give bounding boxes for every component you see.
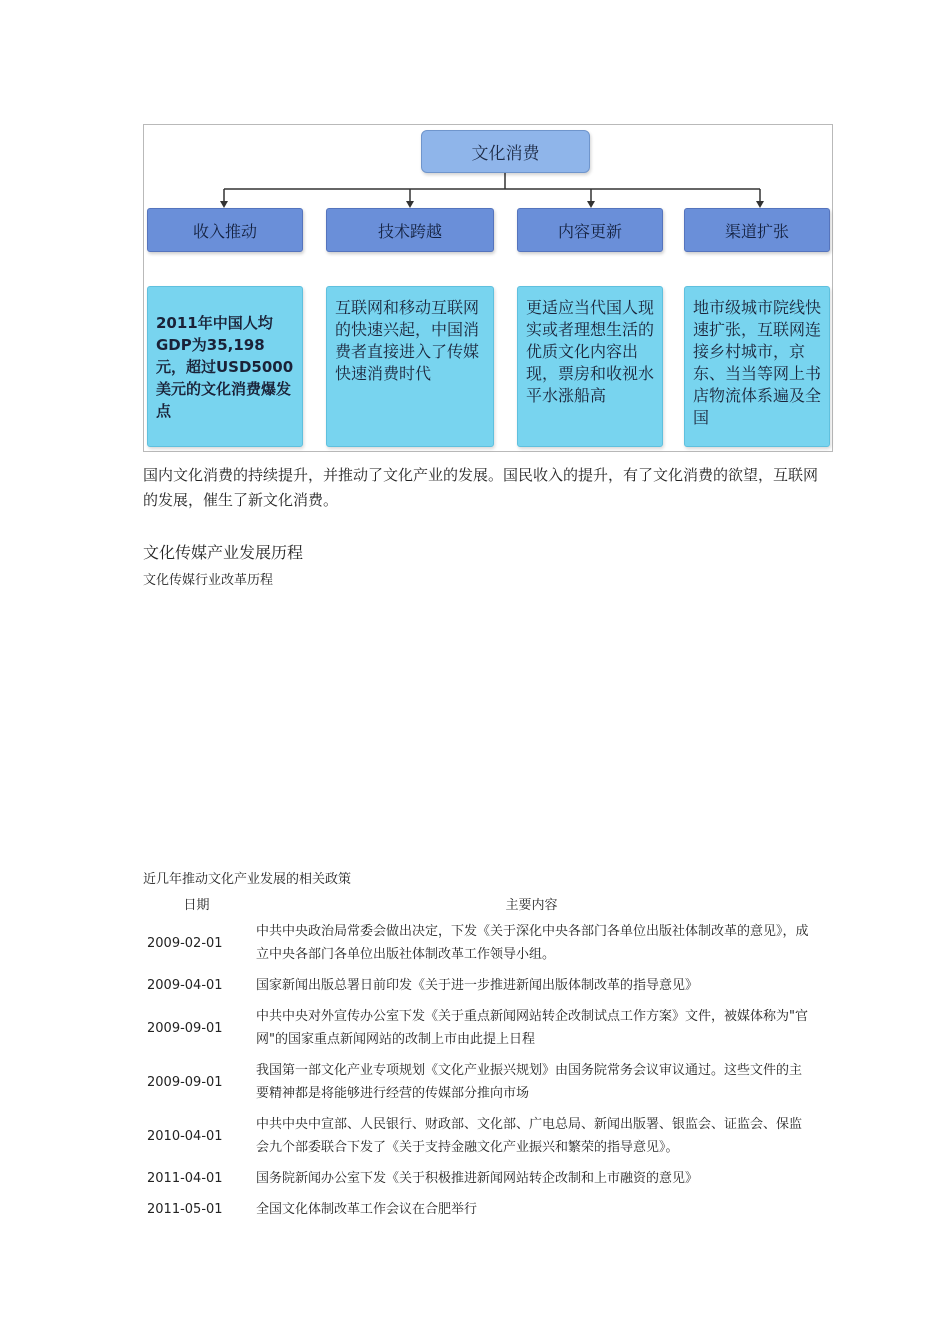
description-channel: [684, 286, 830, 447]
row-date: 2011-05-01: [147, 1202, 223, 1217]
description-income: [147, 286, 303, 447]
table-header-row: [143, 890, 813, 916]
row-content: 中共中央政治局常委会做出决定，下发《关于深化中央各部门各单位出版社体制改革的意见》，成立中央各部门各单位出版社体制改革工作领导小组。: [256, 924, 809, 962]
table-row: [143, 1163, 813, 1194]
category-technology: 技术跨越: [326, 208, 494, 252]
category-content: 内容更新: [517, 208, 663, 252]
row-date: 2009-09-01: [147, 1020, 223, 1036]
table-row: [143, 1055, 813, 1109]
culture-consumption-diagram: [143, 124, 833, 452]
description-content: [517, 286, 663, 447]
column-header-date: 日期: [183, 897, 210, 913]
table-row: [143, 1001, 813, 1055]
row-content: 中共中央对外宣传办公室下发《关于重点新闻网站转企改制试点工作方案》文件，被媒体称为"官网"的国家重点新闻网站的改制上市由此提上日程: [256, 1009, 808, 1047]
table-row: [143, 916, 813, 970]
description-content-text: 更适应当代国人现实或者理想生活的优质文化内容出现，票房和收视水平水涨船高: [526, 298, 655, 405]
table-row: [143, 1109, 813, 1163]
row-date: 2011-04-01: [147, 1171, 223, 1186]
diagram-root-node: 文化消费: [421, 130, 590, 173]
row-date: 2009-04-01: [147, 978, 223, 993]
row-content: 国家新闻出版总署日前印发《关于进一步推进新闻出版体制改革的指导意见》: [256, 978, 699, 993]
row-content: 中共中央中宣部、人民银行、财政部、文化部、广电总局、新闻出版署、银监会、证监会、保监会九个部委联合下发了《关于支持金融文化产业振兴和繁荣的指导意见》。: [256, 1117, 803, 1155]
table-caption: 近几年推动文化产业发展的相关政策: [143, 872, 352, 887]
description-technology: [326, 286, 494, 447]
row-content: 全国文化体制改革工作会议在合肥举行: [256, 1202, 478, 1217]
description-income-text: 2011年中国人均GDP为35,198元，超过USD5000美元的文化消费爆发点: [156, 313, 294, 420]
row-content: 国务院新闻办公室下发《关于积极推进新闻网站转企改制和上市融资的意见》: [256, 1171, 699, 1186]
description-technology-text: 互联网和移动互联网的快速兴起，中国消费者直接进入了传媒快速消费时代: [335, 298, 480, 383]
column-header-content: 主要内容: [505, 897, 558, 913]
row-date: 2010-04-01: [147, 1128, 223, 1144]
row-date: 2009-02-01: [147, 935, 223, 951]
row-content: 我国第一部文化产业专项规划《文化产业振兴规划》由国务院常务会议审议通过。这些文件的主要精神都是将能够进行经营的传媒部分推向市场: [256, 1063, 803, 1101]
table-row: [143, 970, 813, 1001]
category-channel: 渠道扩张: [684, 208, 830, 252]
subsection-heading: 文化传媒行业改革历程: [143, 573, 274, 588]
policy-table: [143, 890, 813, 1225]
category-income: 收入推动: [147, 208, 303, 252]
section-heading: 文化传媒产业发展历程: [143, 543, 304, 562]
table-row: [143, 1194, 813, 1225]
body-paragraph: 国内文化消费的持续提升，并推动了文化产业的发展。国民收入的提升，有了文化消费的欲望，互联网的发展，催生了新文化消费。: [143, 466, 819, 509]
description-channel-text: 地市级城市院线快速扩张，互联网连接乡村城市，京东、当当等网上书店物流体系遍及全国: [693, 298, 822, 427]
row-date: 2009-09-01: [147, 1074, 223, 1090]
